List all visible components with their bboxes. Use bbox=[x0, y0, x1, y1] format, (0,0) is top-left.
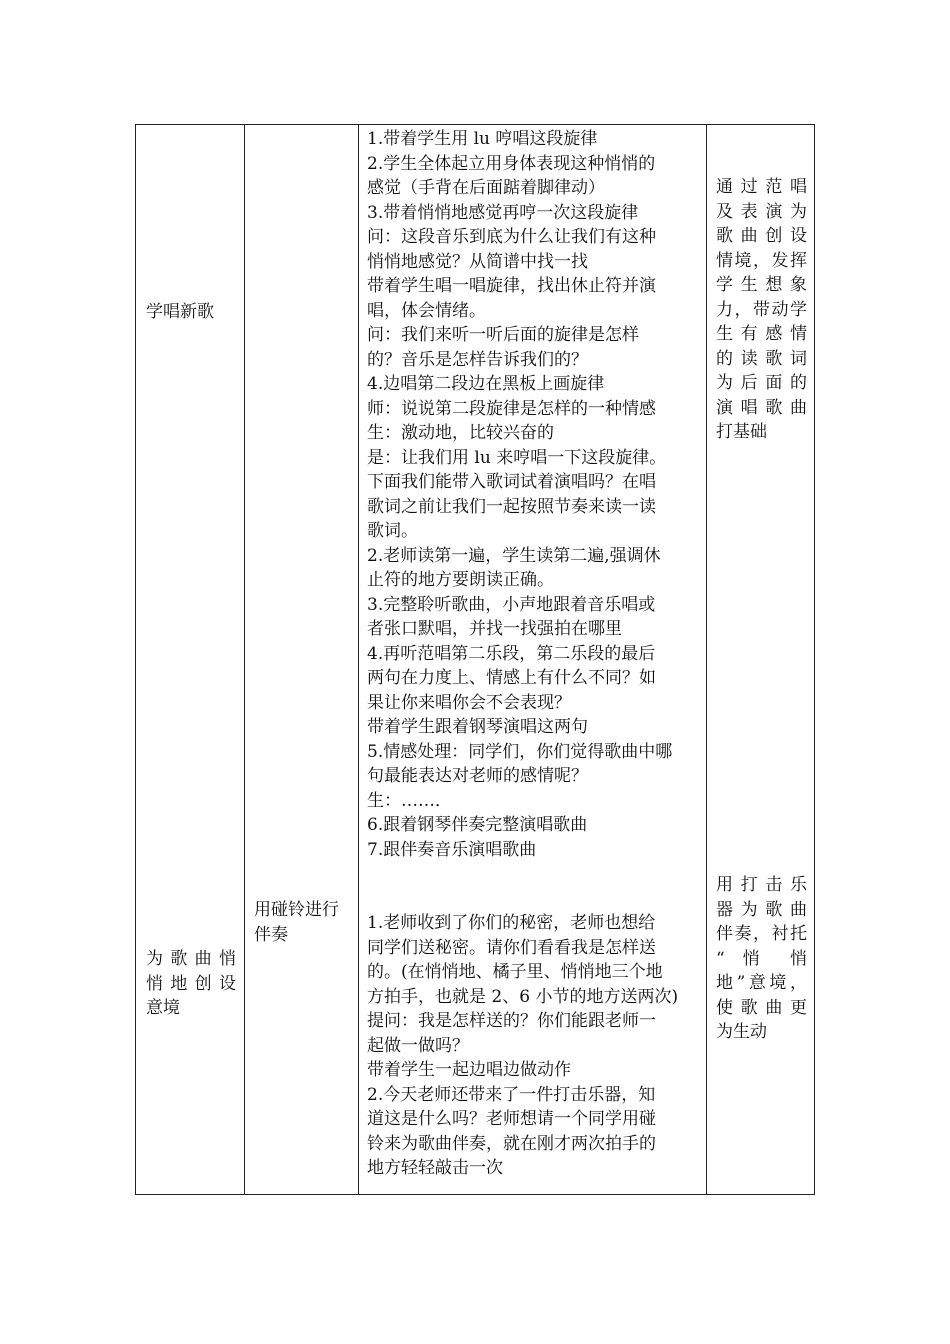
cell-line: 器 为 歌 曲 bbox=[716, 899, 807, 920]
cell-line: 生 有 感 情 bbox=[716, 324, 807, 344]
step-line: 2.今天老师还带来了一件打击乐器，知 bbox=[367, 1084, 656, 1105]
cell-line: 为生动 bbox=[716, 1022, 767, 1042]
cell-line: 歌 曲 创 设 bbox=[716, 226, 807, 246]
cell-line: 地”意境， bbox=[716, 973, 807, 993]
step-line: 句最能表达对老师的感情呢？ bbox=[367, 766, 588, 786]
step-line bbox=[367, 887, 699, 912]
step-line: 4.再听范唱第二乐段，第二乐段的最后 bbox=[367, 643, 656, 664]
step-line: 者张口默唱，并找一找强拍在哪里 bbox=[367, 619, 622, 639]
cell-line: 为 歌 曲 悄 bbox=[146, 949, 236, 969]
step-line: 生：激动地，比较兴奋的 bbox=[367, 423, 554, 443]
cell-line: 伴奏 bbox=[254, 924, 288, 945]
step-line: 止符的地方要朗读正确。 bbox=[367, 570, 554, 590]
column-divider bbox=[706, 125, 707, 1194]
step-line: 生：……． bbox=[367, 790, 452, 811]
step-line: 4.边唱第二段边在黑板上画旋律 bbox=[367, 374, 605, 394]
cell-line: 为 后 面 的 bbox=[716, 373, 807, 393]
step-line: 感觉（手背在后面踮着脚律动） bbox=[367, 178, 605, 198]
cell-line: 演 唱 歌 曲 bbox=[716, 397, 807, 418]
cell-line: 通 过 范 唱 bbox=[716, 177, 807, 197]
step-line: 1.带着学生用 lu 哼唱这段旋律 bbox=[367, 129, 598, 149]
cell-line: 用碰铃进行 bbox=[254, 900, 339, 920]
step-line: 6.跟着钢琴伴奏完整演唱歌曲 bbox=[367, 815, 588, 835]
step-line: 道这是什么吗？老师想请一个同学用碰 bbox=[367, 1109, 656, 1129]
cell-line: 的 读 歌 词 bbox=[716, 348, 807, 369]
step-line: 唱，体会情绪。 bbox=[367, 300, 486, 321]
step-line: 7.跟伴奏音乐演唱歌曲 bbox=[367, 839, 537, 860]
step-line: 问：这段音乐到底为什么让我们有这种 bbox=[367, 227, 656, 247]
step-line: 方拍手，也就是 2、6 小节的地方送两次) bbox=[367, 986, 679, 1007]
step-line: 的？音乐是怎样告诉我们的？ bbox=[367, 349, 588, 370]
cell-line: 打基础 bbox=[716, 422, 767, 442]
design-intent-row1 bbox=[716, 175, 807, 445]
step-line: 歌词之前让我们一起按照节奏来读一读 bbox=[367, 496, 656, 517]
step-line: 2.老师读第一遍，学生读第二遍,强调休 bbox=[367, 545, 661, 566]
step-line: 问：我们来听一听后面的旋律是怎样 bbox=[367, 325, 639, 345]
cell-line: 及 表 演 为 bbox=[716, 201, 807, 222]
cell-line: 情境，发挥 bbox=[716, 250, 807, 271]
cell-line: 力，带动学 bbox=[716, 299, 807, 320]
step-line: 果让你来唱你会不会表现？ bbox=[367, 692, 571, 713]
design-intent-row2 bbox=[716, 873, 807, 1045]
step-line: 起做一做吗？ bbox=[367, 1035, 469, 1056]
step-line: 师：说说第二段旋律是怎样的一种情感 bbox=[367, 398, 656, 419]
step-line: 2.学生全体起立用身体表现这种悄悄的 bbox=[367, 153, 656, 174]
step-line: 同学们送秘密。请你们看看我是怎样送 bbox=[367, 937, 656, 958]
step-line: 两句在力度上、情感上有什么不同？如 bbox=[367, 668, 656, 688]
step-line: 3.完整聆听歌曲，小声地跟着音乐唱或 bbox=[367, 594, 656, 615]
section-title-create-atmosphere bbox=[146, 947, 236, 1021]
step-line: 带着学生唱一唱旋律，找出休止符并演 bbox=[367, 276, 656, 296]
lesson-plan-table bbox=[135, 124, 815, 1195]
step-line: 是：让我们用 lu 来哼唱一下这段旋律。 bbox=[367, 447, 667, 468]
step-line: 歌词。 bbox=[367, 521, 418, 541]
step-line: 5.情感处理：同学们，你们觉得歌曲中哪 bbox=[367, 741, 673, 762]
step-line: 下面我们能带入歌词试着演唱吗？在唱 bbox=[367, 472, 656, 492]
step-line: 的。(在悄悄地、橘子里、悄悄地三个地 bbox=[367, 962, 663, 982]
cell-line: 悄 地 创 设 bbox=[146, 973, 236, 994]
step-line: 提问：我是怎样送的？你们能跟老师一 bbox=[367, 1011, 656, 1031]
cell-line: 学 生 想 象 bbox=[716, 275, 807, 295]
step-line: 铃来为歌曲伴奏，就在刚才两次拍手的 bbox=[367, 1133, 656, 1154]
cell-line: 用 打 击 乐 bbox=[716, 875, 807, 895]
section-title-learn-song: 学唱新歌 bbox=[146, 302, 214, 322]
cell-line: 伴奏，衬托 bbox=[716, 924, 807, 944]
step-line: 1.老师收到了你们的秘密，老师也想给 bbox=[367, 913, 656, 933]
column-divider bbox=[358, 125, 359, 1194]
step-line: 带着学生跟着钢琴演唱这两句 bbox=[367, 717, 588, 737]
step-line: 地方轻轻敲击一次 bbox=[367, 1158, 503, 1178]
step-line bbox=[367, 862, 699, 887]
cell-line: 使 歌 曲 更 bbox=[716, 997, 807, 1018]
activity-label-bell-accompaniment bbox=[254, 898, 354, 947]
teaching-steps bbox=[367, 127, 699, 1181]
cell-line: 意境 bbox=[146, 998, 180, 1018]
cell-line: “ 悄 悄 bbox=[716, 948, 807, 969]
step-line: 悄悄地感觉？从简谱中找一找 bbox=[367, 251, 588, 272]
step-line: 3.带着悄悄地感觉再哼一次这段旋律 bbox=[367, 202, 639, 223]
step-line: 带着学生一起边唱边做动作 bbox=[367, 1060, 571, 1080]
column-divider bbox=[244, 125, 245, 1194]
